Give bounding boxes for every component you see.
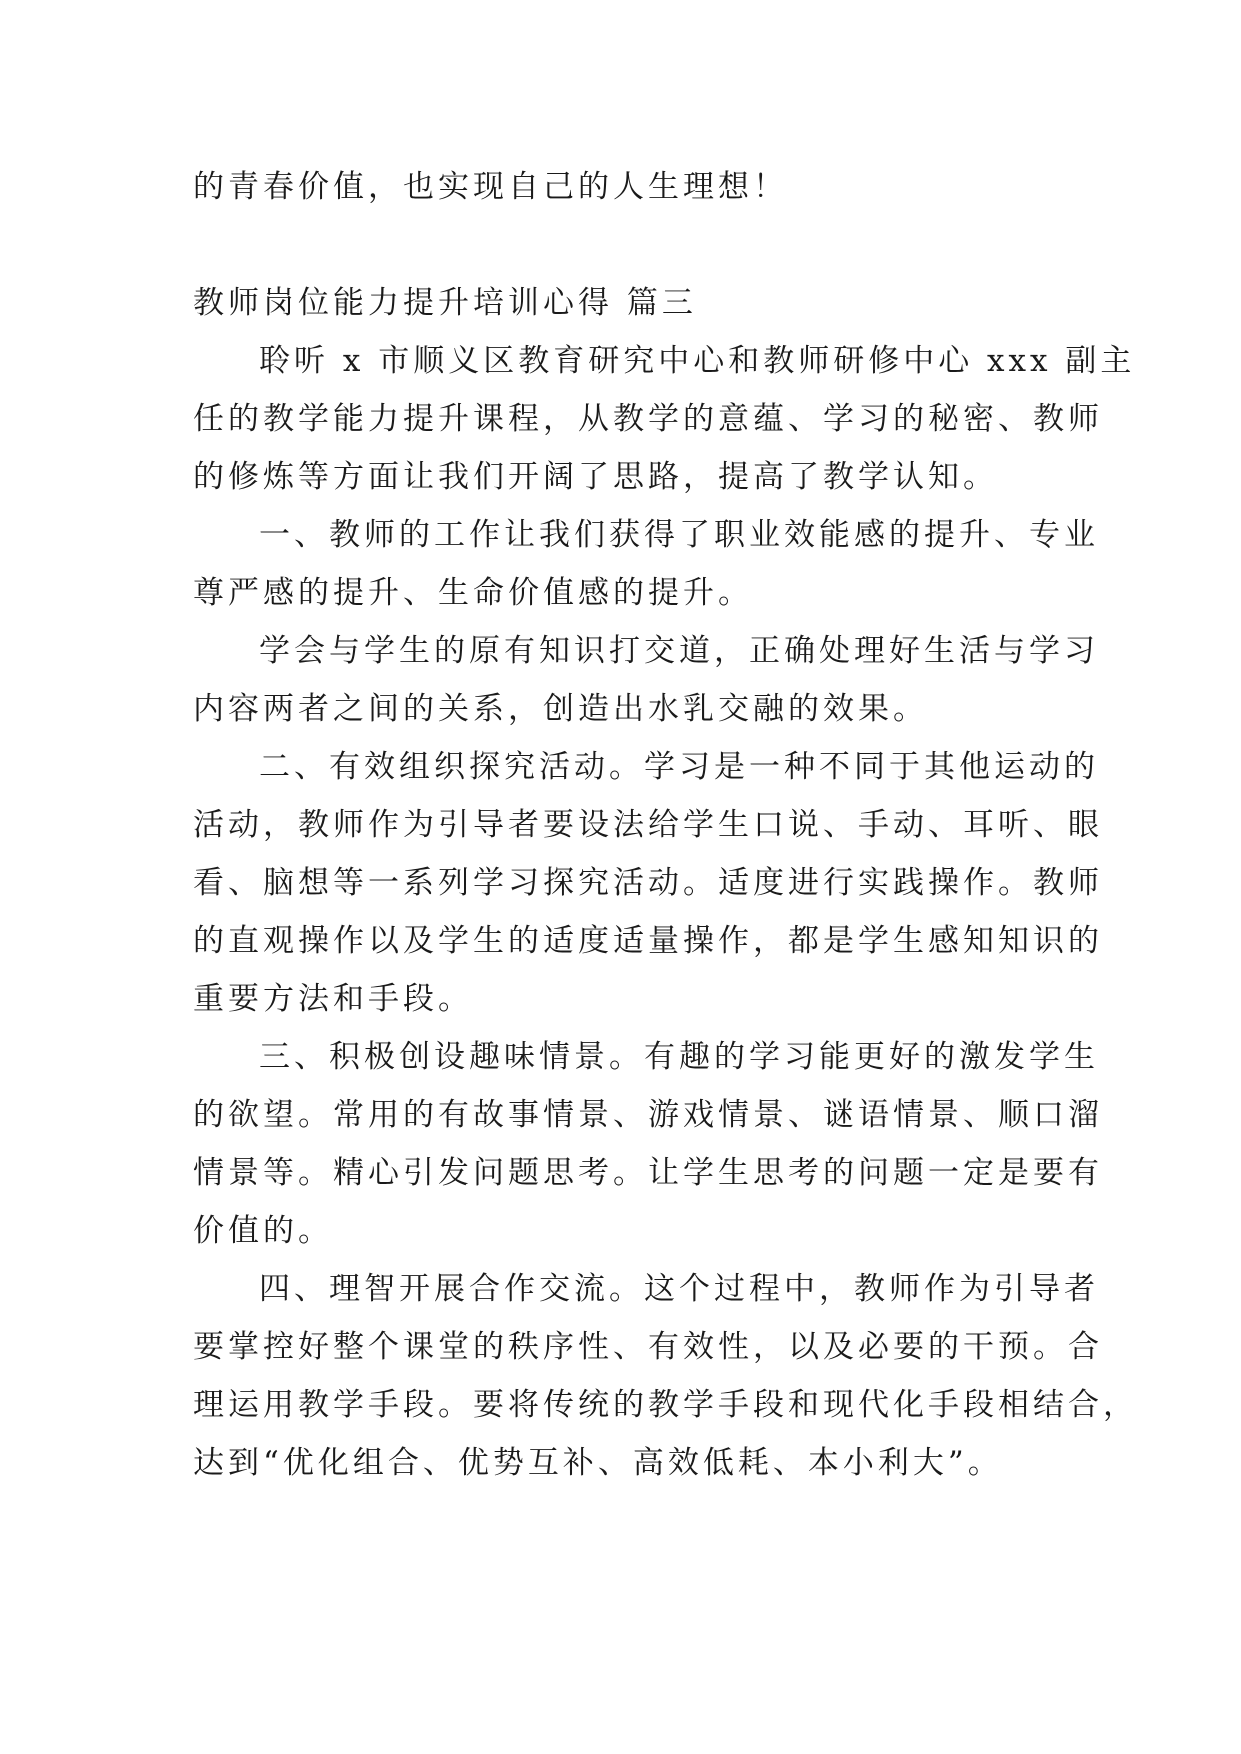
paragraph-line: 活动，教师作为引导者要设法给学生口说、手动、耳听、眼	[193, 807, 1103, 843]
paragraph-point-four	[193, 1260, 1138, 1492]
paragraph-intro	[193, 332, 1136, 506]
paragraph-line: 二、有效组织探究活动。学习是一种不同于其他运动的	[259, 749, 1099, 785]
paragraph-line: 任的教学能力提升课程，从教学的意蕴、学习的秘密、教师	[193, 401, 1103, 437]
paragraph-line: 重要方法和手段。	[193, 981, 473, 1017]
section-gap	[193, 216, 1055, 274]
paragraph-line: 一、教师的工作让我们获得了职业效能感的提升、专业	[259, 517, 1099, 553]
paragraph-line: 学会与学生的原有知识打交道，正确处理好生活与学习	[259, 633, 1099, 669]
paragraph-line: 理运用教学手段。要将传统的教学手段和现代化手段相结合，	[193, 1387, 1138, 1423]
paragraph-point-two	[193, 738, 1103, 1028]
paragraph-line: 内容两者之间的关系，创造出水乳交融的效果。	[193, 691, 928, 727]
section-title: 教师岗位能力提升培训心得 篇三	[193, 285, 697, 321]
paragraph-line: 四、理智开展合作交流。这个过程中，教师作为引导者	[259, 1271, 1099, 1307]
paragraph-line: 聆听 x 市顺义区教育研究中心和教师研修中心 xxx 副主	[259, 343, 1136, 379]
paragraph-line: 价值的。	[193, 1213, 333, 1249]
paragraph-line: 情景等。精心引发问题思考。让学生思考的问题一定是要有	[193, 1155, 1103, 1191]
paragraph-point-three	[193, 1028, 1103, 1260]
paragraph-knowledge	[193, 622, 1099, 738]
document-page	[193, 158, 1138, 1492]
paragraph-line: 要掌控好整个课堂的秩序性、有效性，以及必要的干预。合	[193, 1329, 1103, 1365]
paragraph-line: 的直观操作以及学生的适度适量操作，都是学生感知知识的	[193, 923, 1103, 959]
continuation-line: 的青春价值，也实现自己的人生理想！	[193, 169, 788, 205]
paragraph-line: 达到“优化组合、优势互补、高效低耗、本小利大”。	[193, 1445, 1003, 1481]
paragraph-line: 尊严感的提升、生命价值感的提升。	[193, 575, 753, 611]
paragraph-line: 的欲望。常用的有故事情景、游戏情景、谜语情景、顺口溜	[193, 1097, 1103, 1133]
paragraph-line: 三、积极创设趣味情景。有趣的学习能更好的激发学生	[259, 1039, 1099, 1075]
paragraph-line: 看、脑想等一系列学习探究活动。适度进行实践操作。教师	[193, 865, 1103, 901]
paragraph-point-one	[193, 506, 1099, 622]
paragraph-line: 的修炼等方面让我们开阔了思路，提高了教学认知。	[193, 459, 998, 495]
